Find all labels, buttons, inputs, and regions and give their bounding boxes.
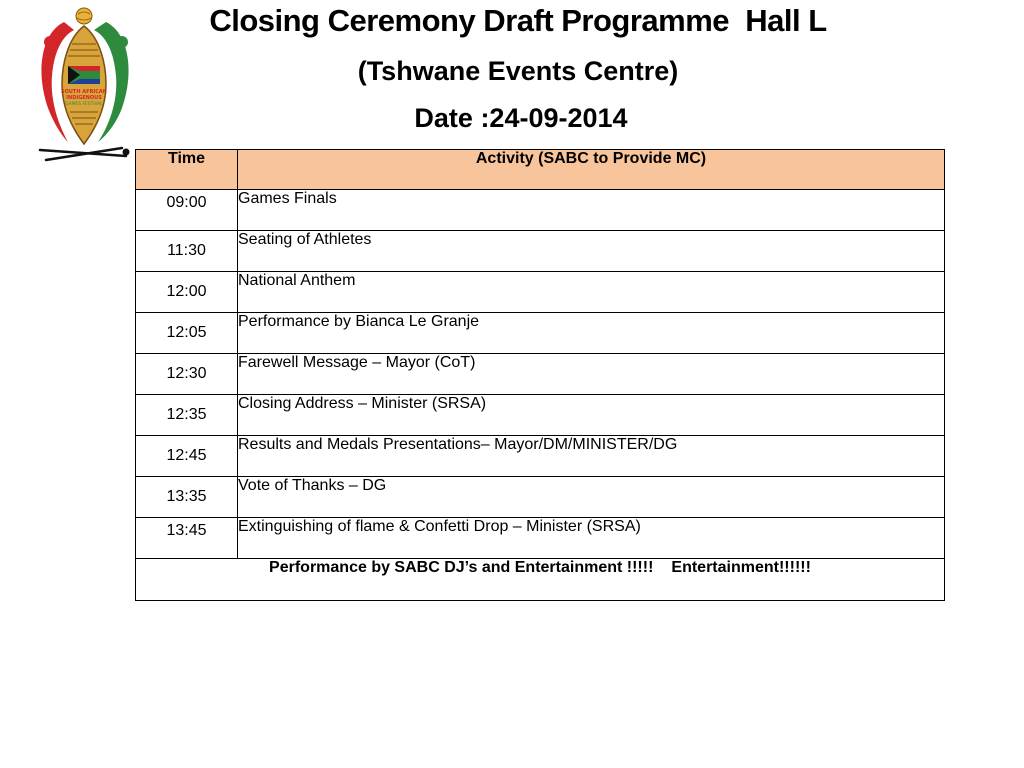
row-time: 13:45 xyxy=(136,518,238,559)
row-activity: Results and Medals Presentations– Mayor/DM/MINISTER/DG xyxy=(238,436,945,477)
row-activity: Seating of Athletes xyxy=(238,231,945,272)
time-column-header: Time xyxy=(136,150,238,190)
row-activity: Games Finals xyxy=(238,190,945,231)
svg-text:INDIGENOUS: INDIGENOUS xyxy=(66,95,102,101)
table-header-row xyxy=(136,150,945,190)
row-activity: Performance by Bianca Le Granje xyxy=(238,313,945,354)
venue-subtitle: (Tshwane Events Centre) xyxy=(357,56,679,86)
row-time: 12:35 xyxy=(136,395,238,436)
activity-column-header: Activity (SABC to Provide MC) xyxy=(238,150,945,190)
entertainment-footer xyxy=(136,559,945,601)
table-row xyxy=(136,313,945,354)
table-row xyxy=(136,436,945,477)
table-footer-row xyxy=(136,559,945,601)
svg-text:SOUTH AFRICAN: SOUTH AFRICAN xyxy=(61,89,107,95)
row-activity: Extinguishing of flame & Confetti Drop – Minister (SRSA) xyxy=(238,518,945,559)
row-time: 11:30 xyxy=(136,231,238,272)
table-row xyxy=(136,354,945,395)
row-time: 12:05 xyxy=(136,313,238,354)
table-row xyxy=(136,518,945,559)
footer-part-1: Performance by SABC DJ’s and Entertainment !!!!! xyxy=(269,559,654,576)
date-subtitle: Date :24-09-2014 xyxy=(414,103,628,133)
table-row xyxy=(136,272,945,313)
footer-part-2: Entertainment!!!!!! xyxy=(671,559,811,576)
row-time: 09:00 xyxy=(136,190,238,231)
table-row xyxy=(136,477,945,518)
row-activity: Farewell Message – Mayor (CoT) xyxy=(238,354,945,395)
logo-crossed-sticks xyxy=(40,148,126,160)
svg-text:GAMES FESTIVAL: GAMES FESTIVAL xyxy=(65,102,103,107)
table-row xyxy=(136,395,945,436)
page-title: Closing Ceremony Draft Programme Hall L xyxy=(209,3,827,38)
row-time: 13:35 xyxy=(136,477,238,518)
programme-table xyxy=(135,149,945,601)
row-time: 12:45 xyxy=(136,436,238,477)
row-time: 12:30 xyxy=(136,354,238,395)
row-activity: National Anthem xyxy=(238,272,945,313)
row-activity: Closing Address – Minister (SRSA) xyxy=(238,395,945,436)
row-time: 12:00 xyxy=(136,272,238,313)
table-row xyxy=(136,190,945,231)
table-row xyxy=(136,231,945,272)
row-activity: Vote of Thanks – DG xyxy=(238,477,945,518)
